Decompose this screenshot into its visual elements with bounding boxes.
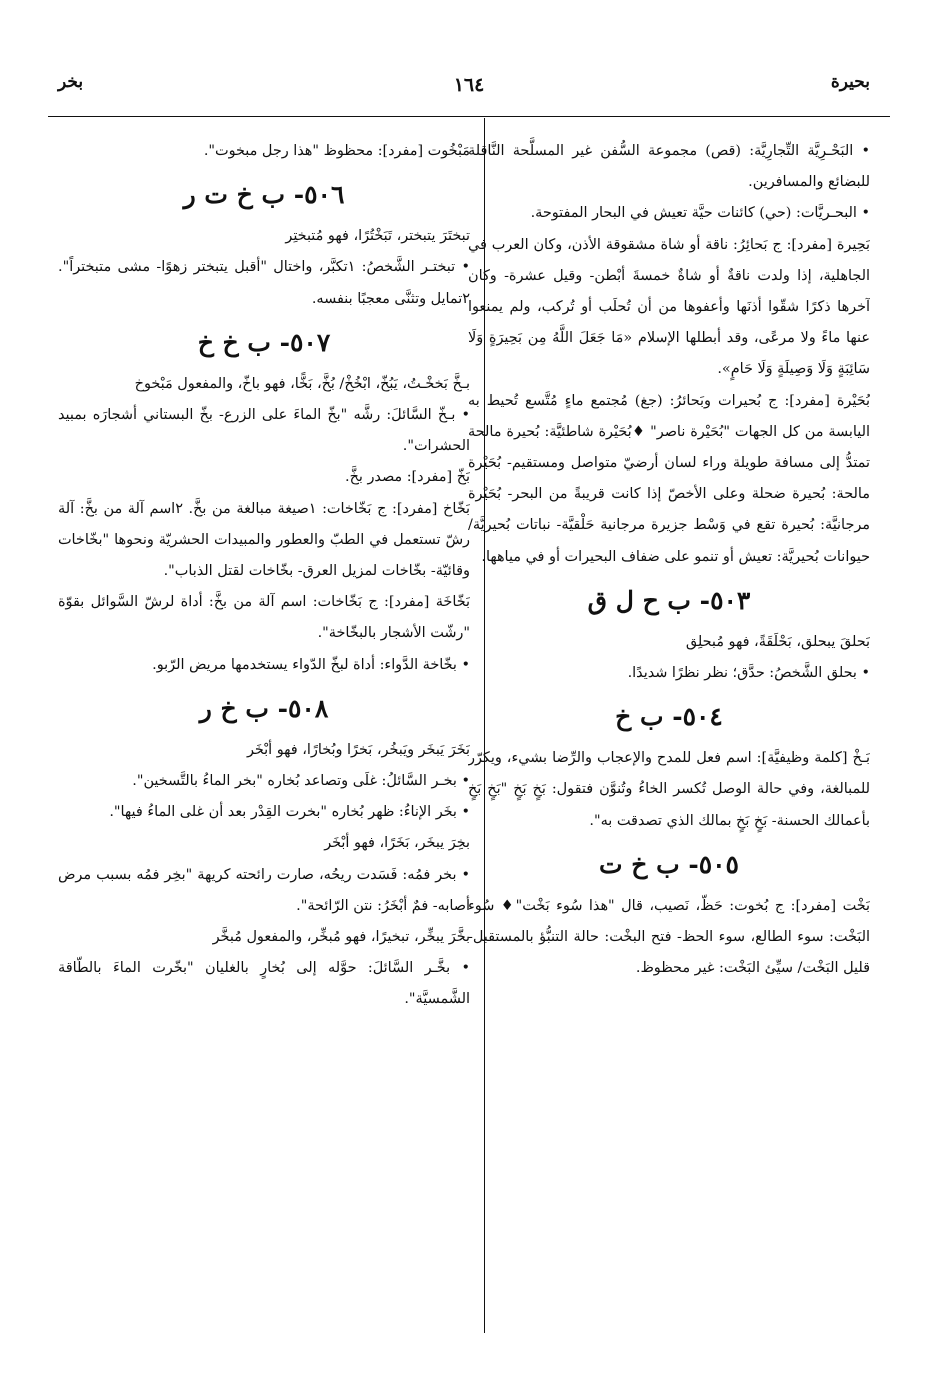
running-header-left: بخر xyxy=(58,72,84,92)
dictionary-entry: بَخَرَ يَبخَر ويَبخُر، بَخرًا وبُخارًا، فهو أبْخَر xyxy=(246,741,470,758)
dictionary-entry: مَبْخُوت [مفرد]: محظوظ "هذا رجل مبخوت". xyxy=(203,143,470,159)
dictionary-entry: • بخّاخة الدَّواء: أداة لبخّ الدّواء يستخدمها مريض الرّبو. xyxy=(152,656,470,673)
root-heading: ٥٠٧- ب خ خ xyxy=(197,327,331,357)
root-heading: ٥٠٨- ب خ ر xyxy=(199,693,329,723)
header-rule xyxy=(48,116,890,117)
dictionary-entry: بخَّرَ يبخِّر، تبخيرًا، فهو مُبخِّر، والمفعول مُبخَّر xyxy=(212,929,470,946)
dictionary-entry: بَخّاخَة [مفرد]: ج بَخّاخات: اسم آلة من بخَّ: أداة لرشّ السَّوائل بقوّة "رشّت الأشجار بالبخّاخة". xyxy=(58,594,470,642)
dictionary-entry: بَحِيرة [مفرد]: ج بَحائِرُ: ناقة أو شاة مشقوقة الأذن، وكان العرب في الجاهلية، إذا ولدت ناقةٌ أو شاةٌ خمسةَ أبْطن- وقيل عشرة- وكان آخرها ذكرًا شقّوا أذنَها وأعفوها من أن تُحلَب أو تُركب، ولم يمنعوا عنها ماءً ولا مرعًى، وقد أبطلها الإسلام «مَا جَعَلَ اللَّهُ مِن بَحِيرَةٍ وَلَا سَائِبَةٍ وَلَا وَصِيلَةٍ وَلَا حَامٍ». xyxy=(468,236,870,378)
root-heading: ٥٠٦- ب خ ت ر xyxy=(183,180,345,210)
dictionary-entry: بخِرَ يبخَر، بَخَرًا، فهو أبْخَر xyxy=(324,835,470,852)
dictionary-entry: • بخر فمُه: فَسَدت ريحُه، صارت رائحته كريهة "بخِر فمُه بسبب مرض أصابه- فمٌ أبْخَرُ: نتن الرّائحة". xyxy=(58,866,470,914)
dictionary-entry: • البحـريَّات: (حي) كائنات حيَّة تعيش في البحار المفتوحة. xyxy=(530,205,870,222)
left-column xyxy=(58,136,470,1336)
dictionary-entry: • بـخّ السَّائلَ: رشَّه "بخّ الماءَ على الزرع- بخّ البستاني أشجارَه بمبيد الحشرات". xyxy=(58,407,470,455)
dictionary-entry: • بحلق الشَّخصُ: حدَّق؛ نظر نظرًا شديدًا. xyxy=(627,665,870,682)
dictionary-entry: بُحَيْرة [مفرد]: ج بُحيرات وبَحائرُ: (جغ) مُجتمع ماءٍ مُتَّسع تُحيط به اليابسة من كل الجهات "بُحَيْرة ناصر" ♦بُحَيْرة شاطئيَّة: بُحيرة مالحة تمتدُّ إلى مسافة طويلة وراء لسان أرضيّ متواصل ومستقيم- بُحَيْرة مالحة: بُحيرة ضحلة وعلى الأخصّ إذا كانت قريبةً من البحر- بُحَيْرة مرجانيَّة: بُحيرة تقع في وَسْط جزيرة مرجانية حَلْقيَّة- نباتات بُحيريَّة/ حيوانات بُحيريَّة: تعيش أو تنمو على ضفاف البحيرات أو في مياهها. xyxy=(468,392,870,565)
root-heading: ٥٠٤- ب خ xyxy=(615,702,723,732)
page-number: ١٦٤ xyxy=(453,74,485,96)
right-column xyxy=(468,136,870,1336)
dictionary-entry: • بخـر السَّائلُ: غلَى وتصاعد بُخاره "بخر الماءُ بالتَّسخين". xyxy=(132,773,470,790)
dictionary-entry: بَخْت [مفرد]: ج بُخوت: حَظّ، نَصيب، قال "هذا سُوء بَخْت"♦ سُوء البَخْت: سوء الطالع، سوء الحظ- فتح البخْت: حالة التنبُّؤ بالمستقبل- قليل البَخْت/ سيِّئ البَخْت: غير محظوظ. xyxy=(468,897,870,977)
dictionary-entry: بَـخْ [كلمة وظيفيَّة]: اسم فعل للمدح والإعجاب والرِّضا بشيء، ويكرّر للمبالغة، وفي حالة الوصل تُكسر الخاءُ وتُنوَّن فتقول: بَخٍ بَخٍ "بَخٍ بَخٍ بأعمالك الحسنة- بَخٍ بَخٍ بمالك الذي تصدقت به". xyxy=(468,750,870,829)
running-header-right: بحيرة xyxy=(830,72,870,92)
dictionary-entry: بـخَّ بَخخْـتُ، يَبُخّ، ابْخُخْ/ بُخَّ، بَخًّا، فهو باخّ، والمفعول مَبْخوخ xyxy=(134,375,470,392)
dictionary-entry: • بخَر الإناءُ: ظهر بُخاره "بخرت القِدْر بعد أن غلى الماءُ فيها". xyxy=(109,804,470,821)
dictionary-entry: بَخّاخ [مفرد]: ج بَخّاخات: ١صيغة مبالغة من بخَّ. ٢اسم آلة من بخَّ: آلة رشّ تستعمل في الطبّ والعطور والمبيدات الحشريّة ونحوها "بخّاخات وقائيّة- بخّاخات لمزيل العرق- بخّاخات لقتل الذباب". xyxy=(58,500,470,580)
dictionary-entry: • البَحْـرِيَّة التِّجارِيَّة: (قص) مجموعة السُّفن غير المسلَّحة النَّاقلة للبضائع والمسافرين. xyxy=(468,143,870,191)
dictionary-entry: تبختَرَ يتبختر، تَبَخْتُرًا، فهو مُتبختِر xyxy=(285,228,470,245)
dictionary-entry: بَحلقَ يبحلق، بَحْلَقَةً، فهو مُبحلِق xyxy=(685,633,870,650)
root-heading: ٥٠٣- ب ح ل ق xyxy=(587,585,751,615)
dictionary-entry: • بخَّـر السَّائلَ: حوَّله إلى بُخارٍ بالغليان "بخّرت الماءَ بالطّاقة الشَّمسيَّة". xyxy=(58,960,470,1008)
dictionary-entry: • تبختـر الشَّخصُ: ١تكبَّر، واختال "أقبل يتبختر زهوًا- مشى متبختراً". ٢تمايل وتثنَّى معجبًا بنفسه. xyxy=(58,259,470,307)
root-heading: ٥٠٥- ب خ ت xyxy=(599,849,739,879)
dictionary-entry: بَخّ [مفرد]: مصدر بخَّ. xyxy=(345,469,470,486)
